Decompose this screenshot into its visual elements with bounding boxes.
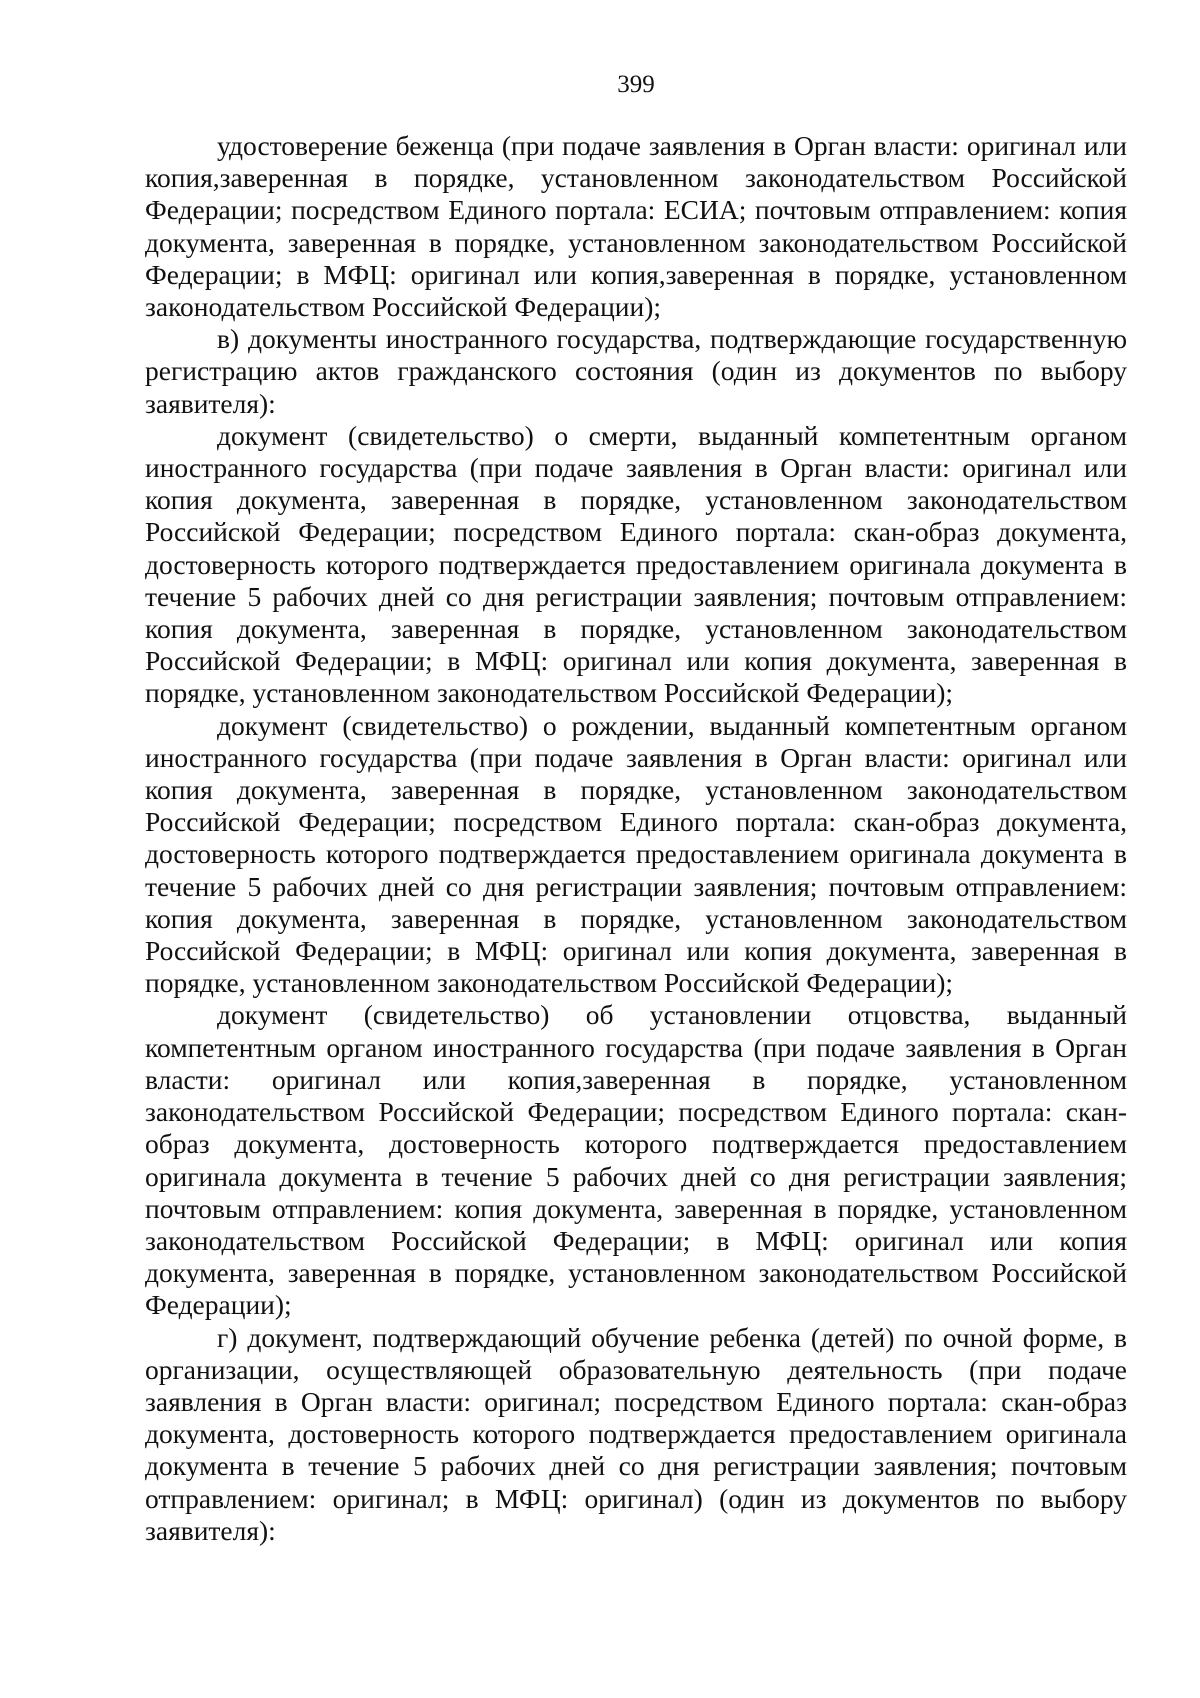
paragraph-item-g-education-document: г) документ, подтверждающий обучение ребенка (детей) по очной форме, в организации, осуществляющей образовательную деятельность (при подаче заявления в Орган власти: оригинал; посредством Единого портала: скан-образ документа, достоверность которого подтверждается предоставлением оригинала документа в течение 5 рабочих дней со дня регистрации заявления; почтовым отправлением: оригинал; в МФЦ: оригинал) (один из документов по выбору заявителя): [145, 1321, 1127, 1546]
paragraph-birth-certificate: документ (свидетельство) о рождении, выданный компетентным органом иностранного государства (при подаче заявления в Орган власти: оригинал или копия документа, заверенная в порядке, установленном законодательством Российской Федерации; посредством Единого портала: скан-образ документа, достоверность которого подтверждается предоставлением оригинала документа в течение 5 рабочих дней со дня регистрации заявления; почтовым отправлением: копия документа, заверенная в порядке, установленном законодательством Российской Федерации; в МФЦ: оригинал или копия документа, заверенная в порядке, установленном законодательством Российской Федерации); [145, 709, 1127, 999]
page-number: 399 [617, 71, 655, 98]
paragraph-refugee-certificate: удостоверение беженца (при подаче заявления в Орган власти: оригинал или копия,заверенная в порядке, установленном законодательством Российской Федерации; посредством Единого портала: ЕСИА; почтовым отправлением: копия документа, заверенная в порядке, установленном законодательством Российской Федерации; в МФЦ: оригинал или копия,заверенная в порядке, установленном законодательством Российской Федерации); [145, 130, 1127, 323]
paragraph-paternity-certificate: документ (свидетельство) об установлении отцовства, выданный компетентным органом иностранного государства (при подаче заявления в Орган власти: оригинал или копия,заверенная в порядке, установленном законодательством Российской Федерации; посредством Единого портала: скан-образ документа, достоверность которого подтверждается предоставлением оригинала документа в течение 5 рабочих дней со дня регистрации заявления; почтовым отправлением: копия документа, заверенная в порядке, установленном законодательством Российской Федерации; в МФЦ: оригинал или копия документа, заверенная в порядке, установленном законодательством Российской Федерации); [145, 999, 1127, 1321]
paragraph-death-certificate: документ (свидетельство) о смерти, выданный компетентным органом иностранного государства (при подаче заявления в Орган власти: оригинал или копия документа, заверенная в порядке, установленном законодательством Российской Федерации; посредством Единого портала: скан-образ документа, достоверность которого подтверждается предоставлением оригинала документа в течение 5 рабочих дней со дня регистрации заявления; почтовым отправлением: копия документа, заверенная в порядке, установленном законодательством Российской Федерации; в МФЦ: оригинал или копия документа, заверенная в порядке, установленном законодательством Российской Федерации); [145, 419, 1127, 709]
paragraph-item-v-foreign-documents: в) документы иностранного государства, подтверждающие государственную регистрацию актов гражданского состояния (один из документов по выбору заявителя): [145, 323, 1127, 419]
document-page [145, 70, 1127, 1547]
